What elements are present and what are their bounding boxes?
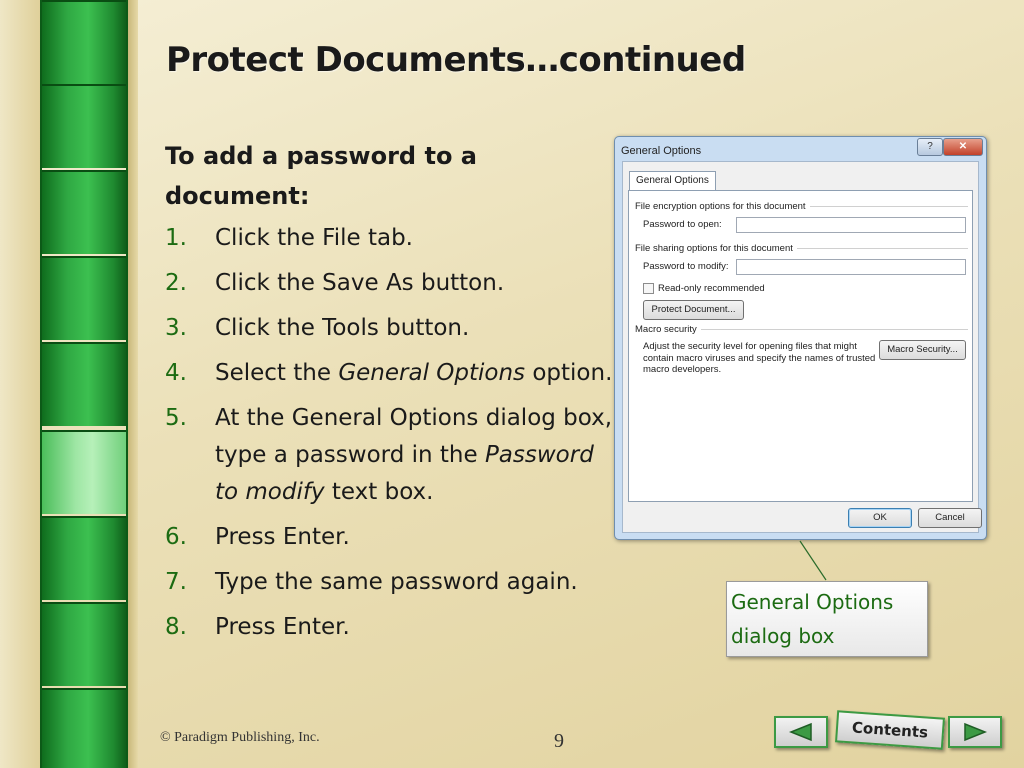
intro-heading: To add a password to a document:: [165, 142, 477, 210]
ok-button[interactable]: OK: [848, 508, 912, 528]
step-text: Type the same password again.: [215, 569, 578, 595]
slide-title: Protect Documents…continued: [166, 40, 746, 80]
step-text: Click the File tab.: [215, 225, 413, 251]
previous-slide-button[interactable]: [774, 716, 828, 748]
step-number: 3.: [165, 315, 187, 341]
contents-button[interactable]: Contents: [835, 710, 945, 749]
readonly-label: Read-only recommended: [658, 283, 765, 294]
tab-general-options[interactable]: General Options: [629, 171, 716, 191]
encryption-group-label: File encryption options for this document: [635, 201, 968, 212]
right-arrow-icon: [961, 722, 989, 742]
left-arrow-icon: [787, 722, 815, 742]
macro-description: Adjust the security level for opening files that might contain macro viruses and specify the names of trusted macro developers.: [643, 341, 876, 375]
next-slide-button[interactable]: [948, 716, 1002, 748]
step-italic-term: Password to modify: [215, 442, 594, 505]
password-modify-label: Password to modify:: [643, 261, 729, 272]
step-text: Click the Tools button.: [215, 315, 470, 341]
step-italic-term: General Options: [338, 360, 526, 386]
step-number: 6.: [165, 524, 187, 550]
callout-label: General Options dialog box: [726, 581, 928, 657]
step-number: 4.: [165, 360, 187, 386]
step-number: 7.: [165, 569, 187, 595]
dialog-title: General Options: [621, 145, 702, 157]
step-text: At the General Options dialog box, type a password in the Password to modify text box.: [215, 405, 613, 505]
sharing-group-label: File sharing options for this document: [635, 243, 968, 254]
close-button[interactable]: ✕: [943, 138, 983, 156]
cancel-button[interactable]: Cancel: [918, 508, 982, 528]
copyright-footer: © Paradigm Publishing, Inc.: [160, 730, 320, 745]
step-number: 8.: [165, 614, 187, 640]
step-number: 1.: [165, 225, 187, 251]
step-number: 2.: [165, 270, 187, 296]
help-button[interactable]: ?: [917, 138, 943, 156]
macro-security-button[interactable]: Macro Security...: [879, 340, 966, 360]
password-open-label: Password to open:: [643, 219, 722, 230]
step-text: Select the General Options option.: [215, 360, 613, 386]
step-text: Press Enter.: [215, 524, 350, 550]
step-text: Click the Save As button.: [215, 270, 505, 296]
step-text: Press Enter.: [215, 614, 350, 640]
macro-group-label: Macro security: [635, 324, 968, 335]
protect-document-button[interactable]: Protect Document...: [643, 300, 744, 320]
step-number: 5.: [165, 405, 187, 431]
page-number: 9: [554, 730, 564, 752]
